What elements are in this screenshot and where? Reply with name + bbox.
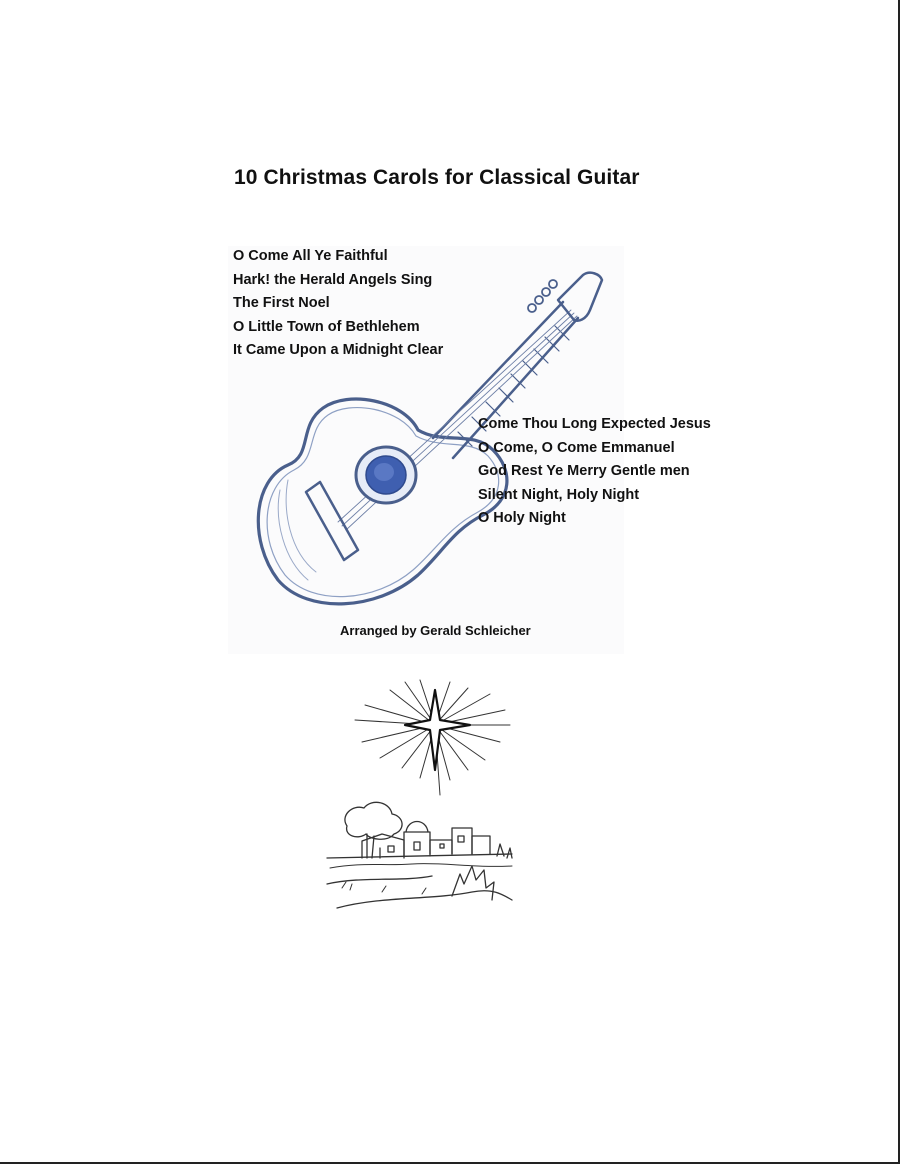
carol-item: It Came Upon a Midnight Clear: [233, 342, 444, 358]
village-illustration: [322, 796, 522, 921]
carol-list-right: [478, 413, 711, 531]
page-title: 10 Christmas Carols for Classical Guitar: [234, 166, 640, 189]
carol-item: Hark! the Herald Angels Sing: [233, 271, 433, 288]
carol-item: O Little Town of Bethlehem: [233, 318, 420, 335]
carol-item: Silent Night, Holy Night: [478, 486, 640, 503]
carol-item: O Holy Night: [478, 510, 566, 526]
carol-item: God Rest Ye Merry Gentle men: [478, 463, 690, 479]
star-icon: [350, 680, 520, 800]
carol-item: The First Noel: [233, 295, 330, 311]
carol-item: Come Thou Long Expected Jesus: [478, 416, 711, 432]
carol-list-left: [233, 245, 443, 363]
carol-item: O Come, O Come Emmanuel: [478, 439, 675, 456]
arranger-credit: Arranged by Gerald Schleicher: [340, 623, 531, 638]
carol-item: O Come All Ye Faithful: [233, 248, 388, 264]
